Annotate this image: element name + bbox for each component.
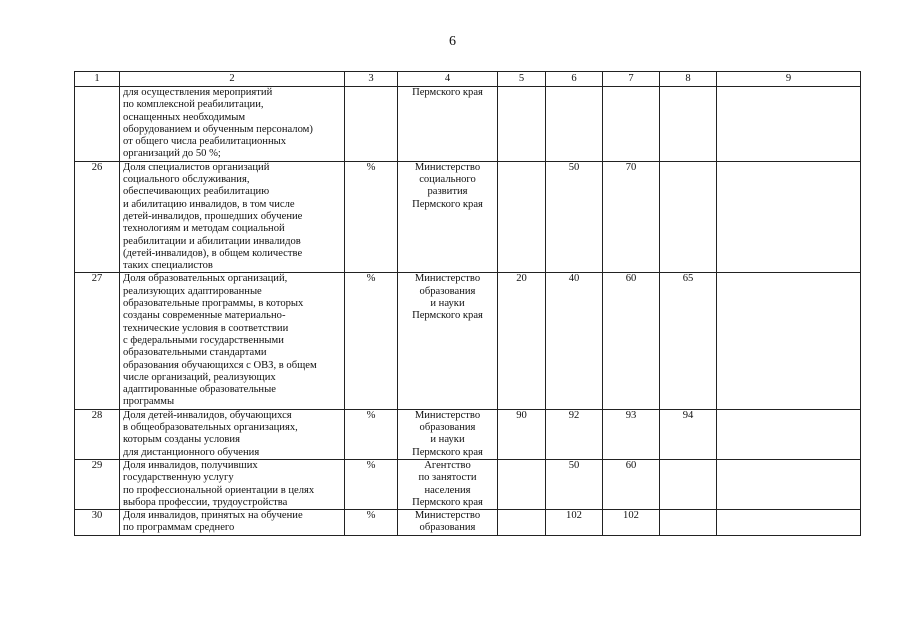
value-col-9 [717, 409, 861, 459]
header-col-2: 2 [120, 72, 345, 87]
value-col-5: 90 [498, 409, 546, 459]
header-col-3: 3 [345, 72, 398, 87]
indicator-name: Доля инвалидов, получивших государственную услугу по профессиональной ориентации в целях выбора профессии, трудоустройства [120, 459, 345, 509]
header-col-7: 7 [603, 72, 660, 87]
value-col-9 [717, 161, 861, 273]
value-col-8 [660, 510, 717, 536]
value-col-7 [603, 87, 660, 162]
row-number [75, 87, 120, 162]
header-col-9: 9 [717, 72, 861, 87]
row-number: 26 [75, 161, 120, 273]
page-number: 6 [449, 34, 456, 49]
unit: % [345, 459, 398, 509]
responsible-body: Агентство по занятости населения Пермского края [398, 459, 498, 509]
indicators-table [74, 71, 861, 536]
header-col-4: 4 [398, 72, 498, 87]
value-col-8 [660, 87, 717, 162]
indicator-name: Доля детей-инвалидов, обучающихся в общеобразовательных организациях, которым созданы условия для дистанционного обучения [120, 409, 345, 459]
table-row [75, 87, 861, 162]
responsible-body: Пермского края [398, 87, 498, 162]
unit: % [345, 409, 398, 459]
value-col-9 [717, 459, 861, 509]
table-row [75, 273, 861, 409]
responsible-body: Министерство образования и науки Пермского края [398, 409, 498, 459]
header-col-8: 8 [660, 72, 717, 87]
unit: % [345, 161, 398, 273]
responsible-body: Министерство социального развития Пермского края [398, 161, 498, 273]
value-col-7: 60 [603, 273, 660, 409]
value-col-9 [717, 87, 861, 162]
row-number: 27 [75, 273, 120, 409]
table-row [75, 161, 861, 273]
value-col-9 [717, 510, 861, 536]
value-col-8: 65 [660, 273, 717, 409]
value-col-6: 92 [546, 409, 603, 459]
header-col-1: 1 [75, 72, 120, 87]
value-col-6: 50 [546, 459, 603, 509]
value-col-5 [498, 510, 546, 536]
value-col-8: 94 [660, 409, 717, 459]
value-col-5: 20 [498, 273, 546, 409]
value-col-6: 40 [546, 273, 603, 409]
indicator-name: Доля инвалидов, принятых на обучение по программам среднего [120, 510, 345, 536]
row-number: 29 [75, 459, 120, 509]
table-row [75, 459, 861, 509]
indicator-name: для осуществления мероприятий по комплексной реабилитации, оснащенных необходимым оборудованием и обученным персоналом) от общего числа реабилитационных организаций до 50 %; [120, 87, 345, 162]
value-col-5 [498, 459, 546, 509]
value-col-6: 102 [546, 510, 603, 536]
value-col-6: 50 [546, 161, 603, 273]
responsible-body: Министерство образования и науки Пермского края [398, 273, 498, 409]
indicator-name: Доля специалистов организаций социального обслуживания, обеспечивающих реабилитацию и абилитацию инвалидов, в том числе детей-инвалидов, прошедших обучение технологиям и методам социальной реабилитации и абилитации инвалидов (детей-инвалидов), в общем количестве таких специалистов [120, 161, 345, 273]
indicator-name: Доля образовательных организаций, реализующих адаптированные образовательные программы, в которых созданы современные материально- технические условия в соответствии с федеральными государственными образовательными стандартами образования обучающихся с ОВЗ, в общем числе организаций, реализующих адаптированные образовательные программы [120, 273, 345, 409]
responsible-body: Министерство образования [398, 510, 498, 536]
value-col-5 [498, 161, 546, 273]
table-row [75, 409, 861, 459]
value-col-7: 102 [603, 510, 660, 536]
value-col-8 [660, 459, 717, 509]
unit: % [345, 273, 398, 409]
table-row [75, 510, 861, 536]
unit [345, 87, 398, 162]
value-col-7: 70 [603, 161, 660, 273]
header-row [75, 72, 861, 87]
value-col-7: 93 [603, 409, 660, 459]
row-number: 30 [75, 510, 120, 536]
header-col-5: 5 [498, 72, 546, 87]
row-number: 28 [75, 409, 120, 459]
value-col-7: 60 [603, 459, 660, 509]
unit: % [345, 510, 398, 536]
value-col-6 [546, 87, 603, 162]
header-col-6: 6 [546, 72, 603, 87]
value-col-5 [498, 87, 546, 162]
value-col-9 [717, 273, 861, 409]
value-col-8 [660, 161, 717, 273]
